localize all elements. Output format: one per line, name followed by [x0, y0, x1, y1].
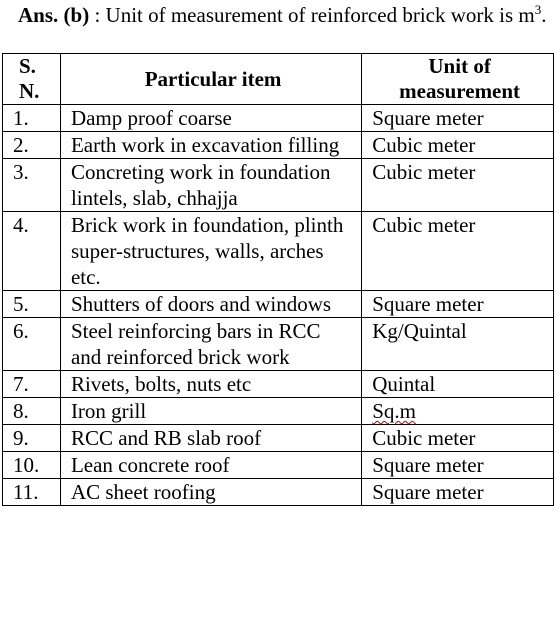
row-sn: 3.	[3, 159, 61, 212]
row-unit: Square meter	[362, 452, 554, 479]
row-unit-text: Sq.m	[372, 399, 416, 423]
row-unit: Cubic meter	[362, 212, 554, 291]
table-row	[3, 132, 554, 159]
row-unit	[362, 398, 554, 425]
table-row	[3, 212, 554, 291]
answer-text: : Unit of measurement of reinforced brick work is m	[89, 3, 535, 27]
table-row	[3, 452, 554, 479]
row-item: Lean concrete roof	[60, 452, 361, 479]
row-unit: Square meter	[362, 479, 554, 506]
row-item: Earth work in excavation filling	[60, 132, 361, 159]
answer-label: Ans. (b)	[18, 3, 90, 27]
table-row	[3, 291, 554, 318]
row-sn: 11.	[3, 479, 61, 506]
table-row	[3, 398, 554, 425]
row-unit: Kg/Quintal	[362, 318, 554, 371]
table-row	[3, 318, 554, 371]
table-row	[3, 105, 554, 132]
table-row	[3, 479, 554, 506]
header-sn: S. N.	[3, 54, 61, 105]
row-item: Iron grill	[60, 398, 361, 425]
row-sn: 6.	[3, 318, 61, 371]
table-row	[3, 371, 554, 398]
row-sn: 10.	[3, 452, 61, 479]
row-sn: 5.	[3, 291, 61, 318]
answer-suffix: .	[541, 3, 547, 27]
row-item: Steel reinforcing bars in RCC and reinforced brick work	[60, 318, 361, 371]
table-row	[3, 159, 554, 212]
header-item: Particular item	[60, 54, 361, 105]
row-item: Rivets, bolts, nuts etc	[60, 371, 361, 398]
row-item: AC sheet roofing	[60, 479, 361, 506]
row-unit: Square meter	[362, 291, 554, 318]
answer-statement	[18, 2, 548, 28]
row-item: Concreting work in foundation lintels, slab, chhajja	[60, 159, 361, 212]
row-unit: Quintal	[362, 371, 554, 398]
row-item: Brick work in foundation, plinth super-structures, walls, arches etc.	[60, 212, 361, 291]
row-sn: 2.	[3, 132, 61, 159]
table-header-row	[3, 54, 554, 105]
row-sn: 7.	[3, 371, 61, 398]
row-item: RCC and RB slab roof	[60, 425, 361, 452]
row-unit: Cubic meter	[362, 159, 554, 212]
row-sn: 8.	[3, 398, 61, 425]
units-table	[2, 53, 554, 506]
header-unit: Unit of measurement	[362, 54, 554, 105]
row-unit: Cubic meter	[362, 425, 554, 452]
table-row	[3, 425, 554, 452]
row-item: Damp proof coarse	[60, 105, 361, 132]
row-sn: 4.	[3, 212, 61, 291]
row-unit: Cubic meter	[362, 132, 554, 159]
answer-superscript: 3	[534, 2, 542, 17]
row-sn: 9.	[3, 425, 61, 452]
row-unit: Square meter	[362, 105, 554, 132]
row-sn: 1.	[3, 105, 61, 132]
row-item: Shutters of doors and windows	[60, 291, 361, 318]
